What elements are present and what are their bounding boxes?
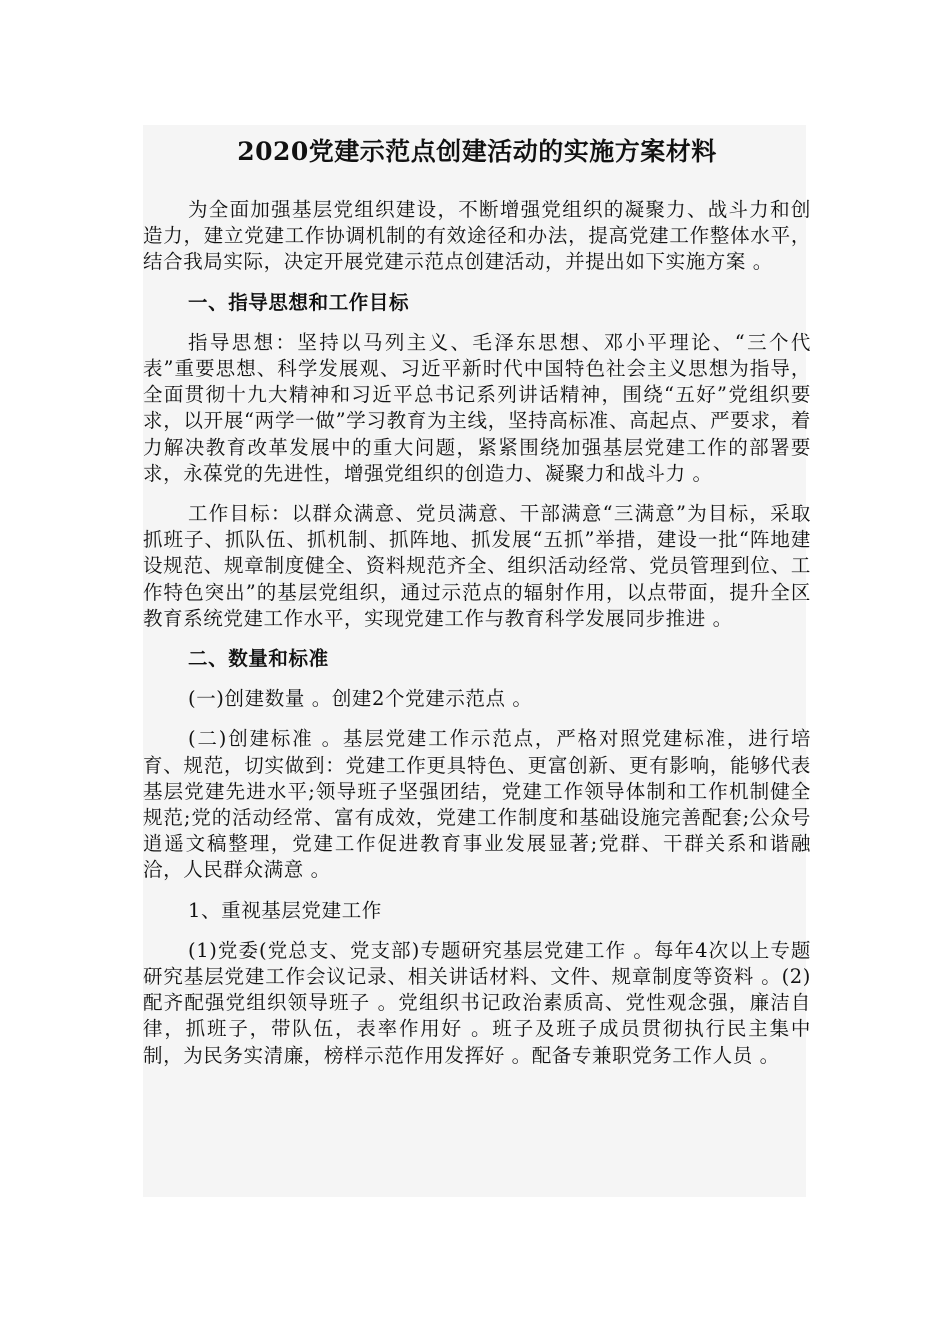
section-2-heading: 二、数量和标准: [188, 647, 329, 671]
guiding-ideology-paragraph: 指导思想：坚持以马列主义、毛泽东思想、邓小平理论、“三个代表”重要思想、科学发展观、习近平新时代中国特色社会主义思想为指导，全面贯彻十九大精神和习近平总书记系列讲话精神，围绕“五好”党组织要求，以开展“两学一做”学习教育为主线，坚持高标准、高起点、严要求，着力解决教育改革发展中的重大问题，紧紧围绕加强基层党建工作的部署要求，永葆党的先进性，增强党组织的创造力、凝聚力和战斗力 。: [143, 330, 811, 485]
item-1-paragraph: (1)党委(党总支、党支部)专题研究基层党建工作 。每年4次以上专题研究基层党建工作会议记录、相关讲话材料、文件、规章制度等资料 。(2)配齐配强党组织领导班子 。党组织书记政治素质高、党性观念强，廉洁自律，抓班子，带队伍，表率作用好 。班子及班子成员贯彻执行民主集中制，为民务实清廉，榜样示范作用发挥好 。配备专兼职党务工作人员 。: [143, 938, 811, 1067]
section-1-heading: 一、指导思想和工作目标: [188, 290, 410, 314]
quantity-paragraph: (一)创建数量 。创建2个党建示范点 。: [188, 687, 533, 711]
standard-paragraph: (二)创建标准 。基层党建工作示范点，严格对照党建标准，进行培育、规范，切实做到：党建工作更具特色、更富创新、更有影响，能够代表基层党建先进水平;领导班子坚强团结，党建工作领导体制和工作机制健全规范;党的活动经常、富有成效，党建工作制度和基础设施完善配套;公众号逍遥文稿整理，党建工作促进教育事业发展显著;党群、干群关系和谐融洽，人民群众满意 。: [143, 727, 811, 882]
work-goal-paragraph: 工作目标：以群众满意、党员满意、干部满意“三满意”为目标，采取抓班子、抓队伍、抓机制、抓阵地、抓发展“五抓”举措，建设一批“阵地建设规范、规章制度健全、资料规范齐全、组织活动经常、党员管理到位、工作特色突出”的基层党组织，通过示范点的辐射作用，以点带面，提升全区教育系统党建工作水平，实现党建工作与教育科学发展同步推进 。: [143, 502, 811, 630]
item-1-heading: 1、重视基层党建工作: [188, 898, 382, 922]
intro-paragraph: 为全面加强基层党组织建设，不断增强党组织的凝聚力、战斗力和创造力，建立党建工作协调机制的有效途径和办法，提高党建工作整体水平，结合我局实际，决定开展党建示范点创建活动，并提出如下实施方案 。: [143, 198, 811, 274]
document-page: [143, 125, 811, 1069]
document-title: 2020党建示范点创建活动的实施方案材料: [237, 137, 717, 166]
